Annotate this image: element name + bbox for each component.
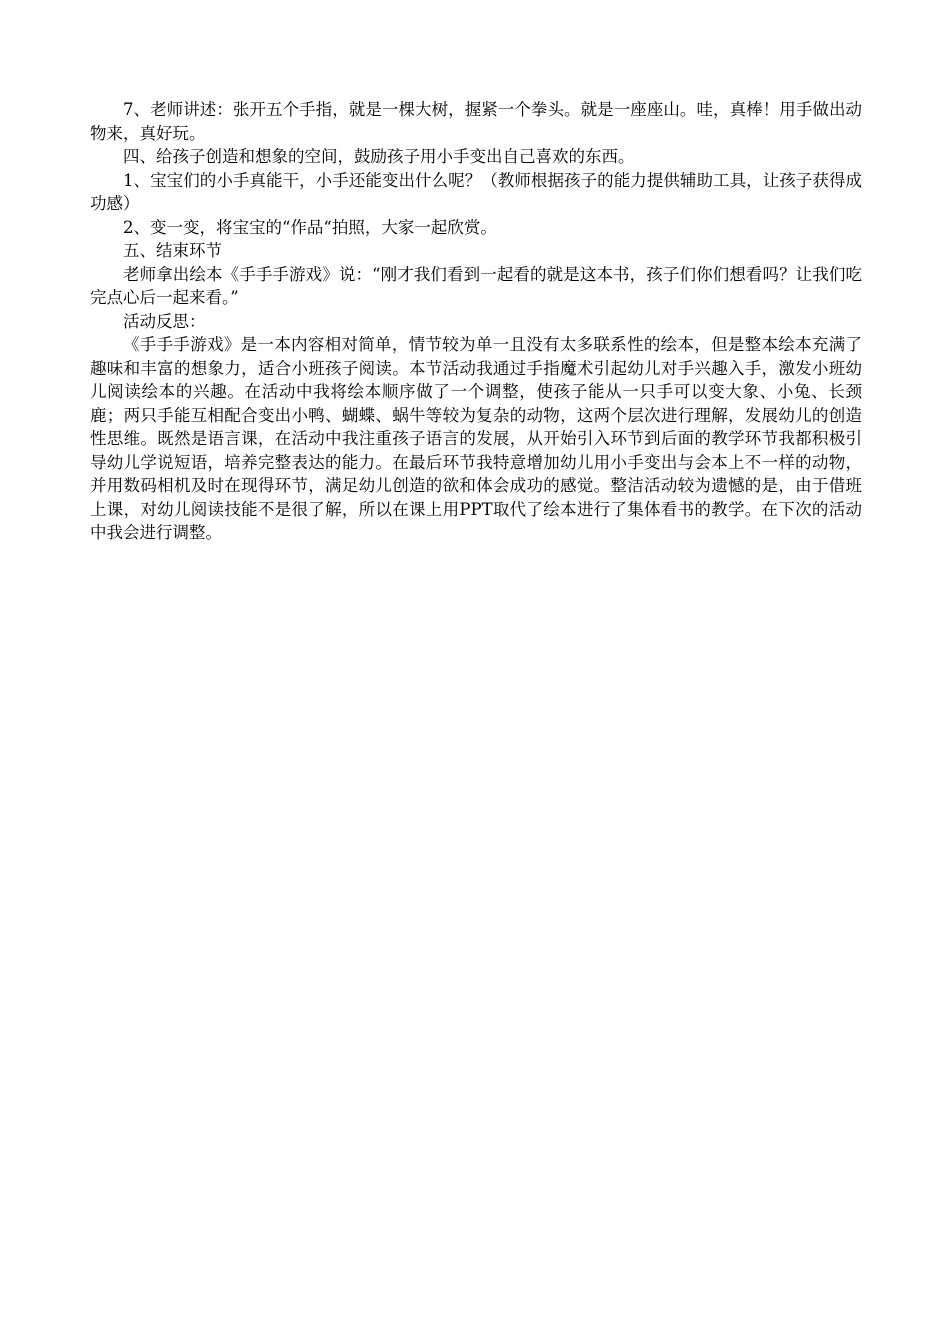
paragraph-reflection-heading: 活动反思： [123, 311, 206, 331]
paragraph-step-7: 7、老师讲述：张开五个手指，就是一棵大树，握紧一个拳头。就是一座座山。哇，真棒！用手做出动物来，真好玩。 [90, 100, 862, 143]
paragraph-section-5: 五、结束环节 [123, 241, 222, 260]
paragraph-step-1: 1、宝宝们的小手真能干，小手还能变出什么呢？（教师根据孩子的能力提供辅助工具，让孩子获得成功感） [90, 170, 862, 213]
document-page [90, 98, 862, 545]
paragraph-reflection-body: 《手手手游戏》是一本内容相对简单，情节较为单一且没有太多联系性的绘本，但是整本绘本充满了趣味和丰富的想象力，适合小班孩子阅读。本节活动我通过手指魔术引起幼儿对手兴趣入手，激发小班幼儿阅读绘本的兴趣。在活动中我将绘本顺序做了一个调整，使孩子能从一只手可以变大象、小兔、长颈鹿；两只手能互相配合变出小鸭、蝴蝶、蜗牛等较为复杂的动物，这两个层次进行理解，发展幼儿的创造性思维。既然是语言课，在活动中我注重孩子语言的发展，从开始引入环节到后面的教学环节我都积极引导幼儿学说短语，培养完整表达的能力。在最后环节我特意增加幼儿用小手变出与会本上不一样的动物，并用数码相机及时在现得环节，满足幼儿创造的欲和体会成功的感觉。整洁活动较为遗憾的是，由于借班上课，对幼儿阅读技能不是很了解，所以在课上用PPT取代了绘本进行了集体看书的教学。在下次的活动中我会进行调整。 [90, 335, 862, 542]
paragraph-section-4: 四、给孩子创造和想象的空间，鼓励孩子用小手变出自己喜欢的东西。 [123, 147, 635, 166]
paragraph-step-2: 2、变一变，将宝宝的“作品“拍照，大家一起欣赏。 [123, 217, 497, 237]
paragraph-closing: 老师拿出绘本《手手手游戏》说：“刚才我们看到一起看的就是这本书，孩子们你们想看吗？让我们吃完点心后一起来看。” [90, 264, 862, 307]
